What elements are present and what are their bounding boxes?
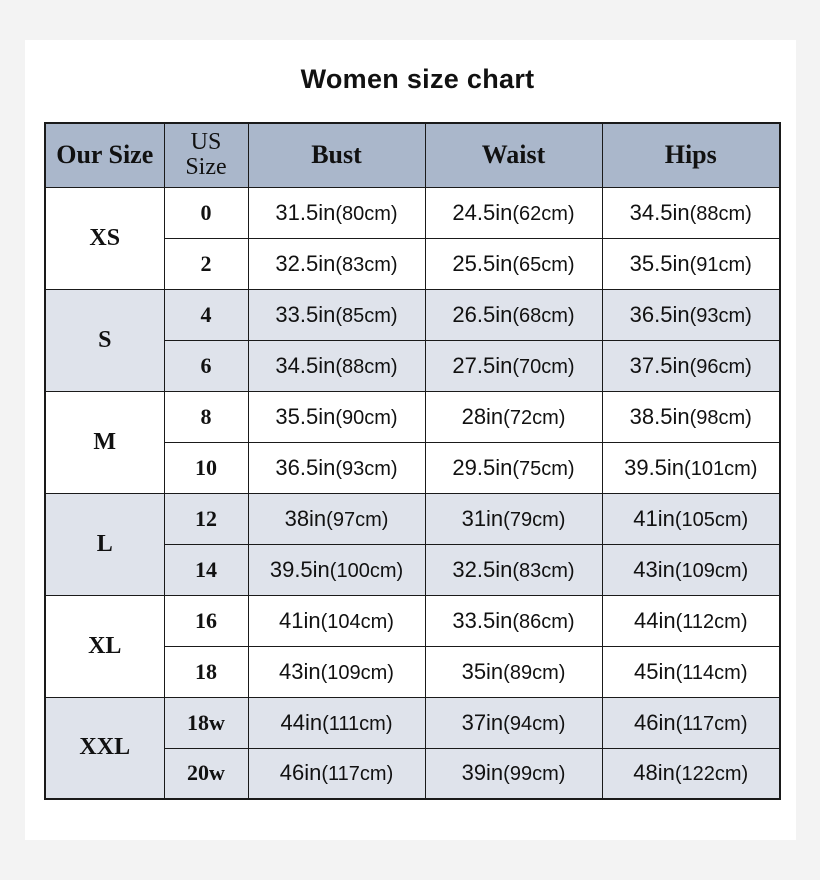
us-size-cell: 16: [164, 595, 248, 646]
header-row: [45, 123, 780, 187]
table-row: [45, 187, 780, 238]
us-size-cell: 4: [164, 289, 248, 340]
waist-cell: [425, 697, 602, 748]
size-chart-body: [45, 187, 780, 799]
hips-cell: [602, 340, 780, 391]
hips-centimeters: (122cm): [674, 763, 749, 786]
waist-cell: [425, 493, 602, 544]
bust-cell: [248, 238, 425, 289]
hips-centimeters: (88cm): [689, 202, 752, 225]
waist-inches: 32.5in: [452, 556, 513, 582]
bust-centimeters: (100cm): [329, 559, 404, 582]
our-size-cell: XXL: [45, 697, 164, 799]
bust-cell: [248, 391, 425, 442]
waist-cell: [425, 646, 602, 697]
hips-cell: [602, 748, 780, 799]
our-size-cell: L: [45, 493, 164, 595]
table-row: [45, 391, 780, 442]
hips-inches: 48in: [633, 760, 675, 786]
bust-inches: 41in: [279, 607, 321, 633]
hips-centimeters: (101cm): [684, 457, 758, 480]
us-size-cell: 10: [164, 442, 248, 493]
hips-inches: 41in: [633, 505, 675, 531]
waist-centimeters: (72cm): [503, 406, 566, 429]
table-row: [45, 595, 780, 646]
waist-centimeters: (89cm): [503, 661, 566, 684]
hips-cell: [602, 595, 780, 646]
waist-cell: [425, 187, 602, 238]
waist-inches: 27.5in: [452, 352, 513, 378]
bust-cell: [248, 595, 425, 646]
header-us-size-line2: Size: [185, 154, 227, 181]
header-us-size: [164, 123, 248, 187]
hips-inches: 45in: [634, 658, 676, 684]
waist-inches: 33.5in: [452, 607, 513, 633]
header-us-size-line1: US: [190, 129, 222, 156]
hips-inches: 46in: [634, 709, 676, 735]
us-size-cell: 0: [164, 187, 248, 238]
waist-inches: 24.5in: [452, 199, 513, 225]
bust-cell: [248, 442, 425, 493]
hips-centimeters: (98cm): [689, 406, 752, 429]
table-row: [45, 697, 780, 748]
bust-centimeters: (97cm): [326, 508, 389, 531]
waist-inches: 29.5in: [452, 454, 513, 480]
bust-centimeters: (104cm): [320, 610, 394, 633]
hips-inches: 36.5in: [629, 301, 690, 327]
bust-inches: 31.5in: [275, 199, 336, 225]
hips-cell: [602, 442, 780, 493]
waist-inches: 39in: [461, 760, 504, 786]
waist-cell: [425, 442, 602, 493]
header-our-size: Our Size: [45, 123, 164, 187]
us-size-cell: 12: [164, 493, 248, 544]
waist-centimeters: (79cm): [503, 508, 566, 531]
bust-inches: 39.5in: [269, 556, 330, 582]
bust-cell: [248, 187, 425, 238]
our-size-cell: M: [45, 391, 164, 493]
waist-cell: [425, 340, 602, 391]
bust-cell: [248, 493, 425, 544]
hips-inches: 38.5in: [629, 403, 690, 429]
bust-cell: [248, 748, 425, 799]
header-bust: Bust: [248, 123, 425, 187]
waist-inches: 26.5in: [452, 301, 513, 327]
waist-centimeters: (68cm): [512, 304, 575, 327]
hips-inches: 44in: [634, 607, 676, 633]
page-title: Women size chart: [300, 64, 535, 94]
size-chart-table: [44, 122, 781, 800]
waist-cell: [425, 748, 602, 799]
bust-centimeters: (88cm): [335, 355, 398, 378]
bust-centimeters: (109cm): [320, 661, 394, 684]
bust-centimeters: (93cm): [335, 457, 398, 480]
hips-cell: [602, 238, 780, 289]
us-size-cell: 14: [164, 544, 248, 595]
waist-centimeters: (99cm): [503, 763, 566, 786]
bust-centimeters: (83cm): [335, 253, 398, 276]
us-size-cell: 8: [164, 391, 248, 442]
bust-cell: [248, 289, 425, 340]
hips-centimeters: (109cm): [674, 559, 749, 582]
hips-cell: [602, 646, 780, 697]
waist-centimeters: (62cm): [512, 202, 575, 225]
table-row: [45, 493, 780, 544]
bust-centimeters: (85cm): [335, 304, 398, 327]
bust-inches: 34.5in: [275, 352, 336, 378]
waist-centimeters: (75cm): [512, 457, 575, 480]
bust-inches: 35.5in: [275, 403, 336, 429]
waist-cell: [425, 544, 602, 595]
bust-inches: 46in: [279, 760, 322, 786]
bust-cell: [248, 544, 425, 595]
bust-cell: [248, 697, 425, 748]
waist-centimeters: (83cm): [512, 559, 575, 582]
us-size-cell: 18: [164, 646, 248, 697]
us-size-cell: 2: [164, 238, 248, 289]
hips-cell: [602, 187, 780, 238]
hips-inches: 39.5in: [624, 454, 685, 480]
our-size-cell: S: [45, 289, 164, 391]
us-size-cell: 18w: [164, 697, 248, 748]
us-size-cell: 6: [164, 340, 248, 391]
bust-inches: 44in: [280, 709, 323, 735]
waist-inches: 35in: [461, 658, 504, 684]
hips-centimeters: (112cm): [675, 610, 748, 633]
waist-cell: [425, 238, 602, 289]
hips-centimeters: (96cm): [689, 355, 752, 378]
hips-centimeters: (114cm): [675, 661, 748, 684]
hips-cell: [602, 289, 780, 340]
bust-centimeters: (80cm): [335, 202, 398, 225]
hips-centimeters: (105cm): [674, 508, 749, 531]
hips-centimeters: (91cm): [689, 253, 752, 276]
hips-centimeters: (93cm): [689, 304, 752, 327]
waist-inches: 25.5in: [452, 250, 513, 276]
hips-cell: [602, 697, 780, 748]
hips-cell: [602, 493, 780, 544]
header-hips: Hips: [602, 123, 780, 187]
our-size-cell: XL: [45, 595, 164, 697]
waist-centimeters: (65cm): [512, 253, 575, 276]
us-size-cell: 20w: [164, 748, 248, 799]
bust-inches: 43in: [279, 658, 321, 684]
bust-cell: [248, 340, 425, 391]
bust-inches: 36.5in: [275, 454, 336, 480]
waist-cell: [425, 595, 602, 646]
table-row: [45, 289, 780, 340]
bust-centimeters: (90cm): [335, 406, 398, 429]
hips-cell: [602, 391, 780, 442]
hips-inches: 43in: [633, 556, 675, 582]
our-size-cell: XS: [45, 187, 164, 289]
bust-inches: 38in: [284, 505, 327, 531]
hips-inches: 35.5in: [629, 250, 690, 276]
waist-inches: 37in: [461, 709, 504, 735]
hips-cell: [602, 544, 780, 595]
waist-cell: [425, 391, 602, 442]
hips-inches: 37.5in: [629, 352, 690, 378]
hips-inches: 34.5in: [629, 199, 690, 225]
header-waist: Waist: [425, 123, 602, 187]
hips-centimeters: (117cm): [675, 712, 748, 735]
waist-centimeters: (94cm): [503, 712, 566, 735]
bust-cell: [248, 646, 425, 697]
waist-cell: [425, 289, 602, 340]
waist-centimeters: (70cm): [512, 355, 575, 378]
bust-inches: 33.5in: [275, 301, 336, 327]
waist-inches: 28in: [461, 403, 504, 429]
waist-centimeters: (86cm): [512, 610, 575, 633]
bust-centimeters: (111cm): [322, 712, 393, 735]
waist-inches: 31in: [461, 505, 504, 531]
bust-centimeters: (117cm): [321, 763, 394, 786]
bust-inches: 32.5in: [275, 250, 336, 276]
